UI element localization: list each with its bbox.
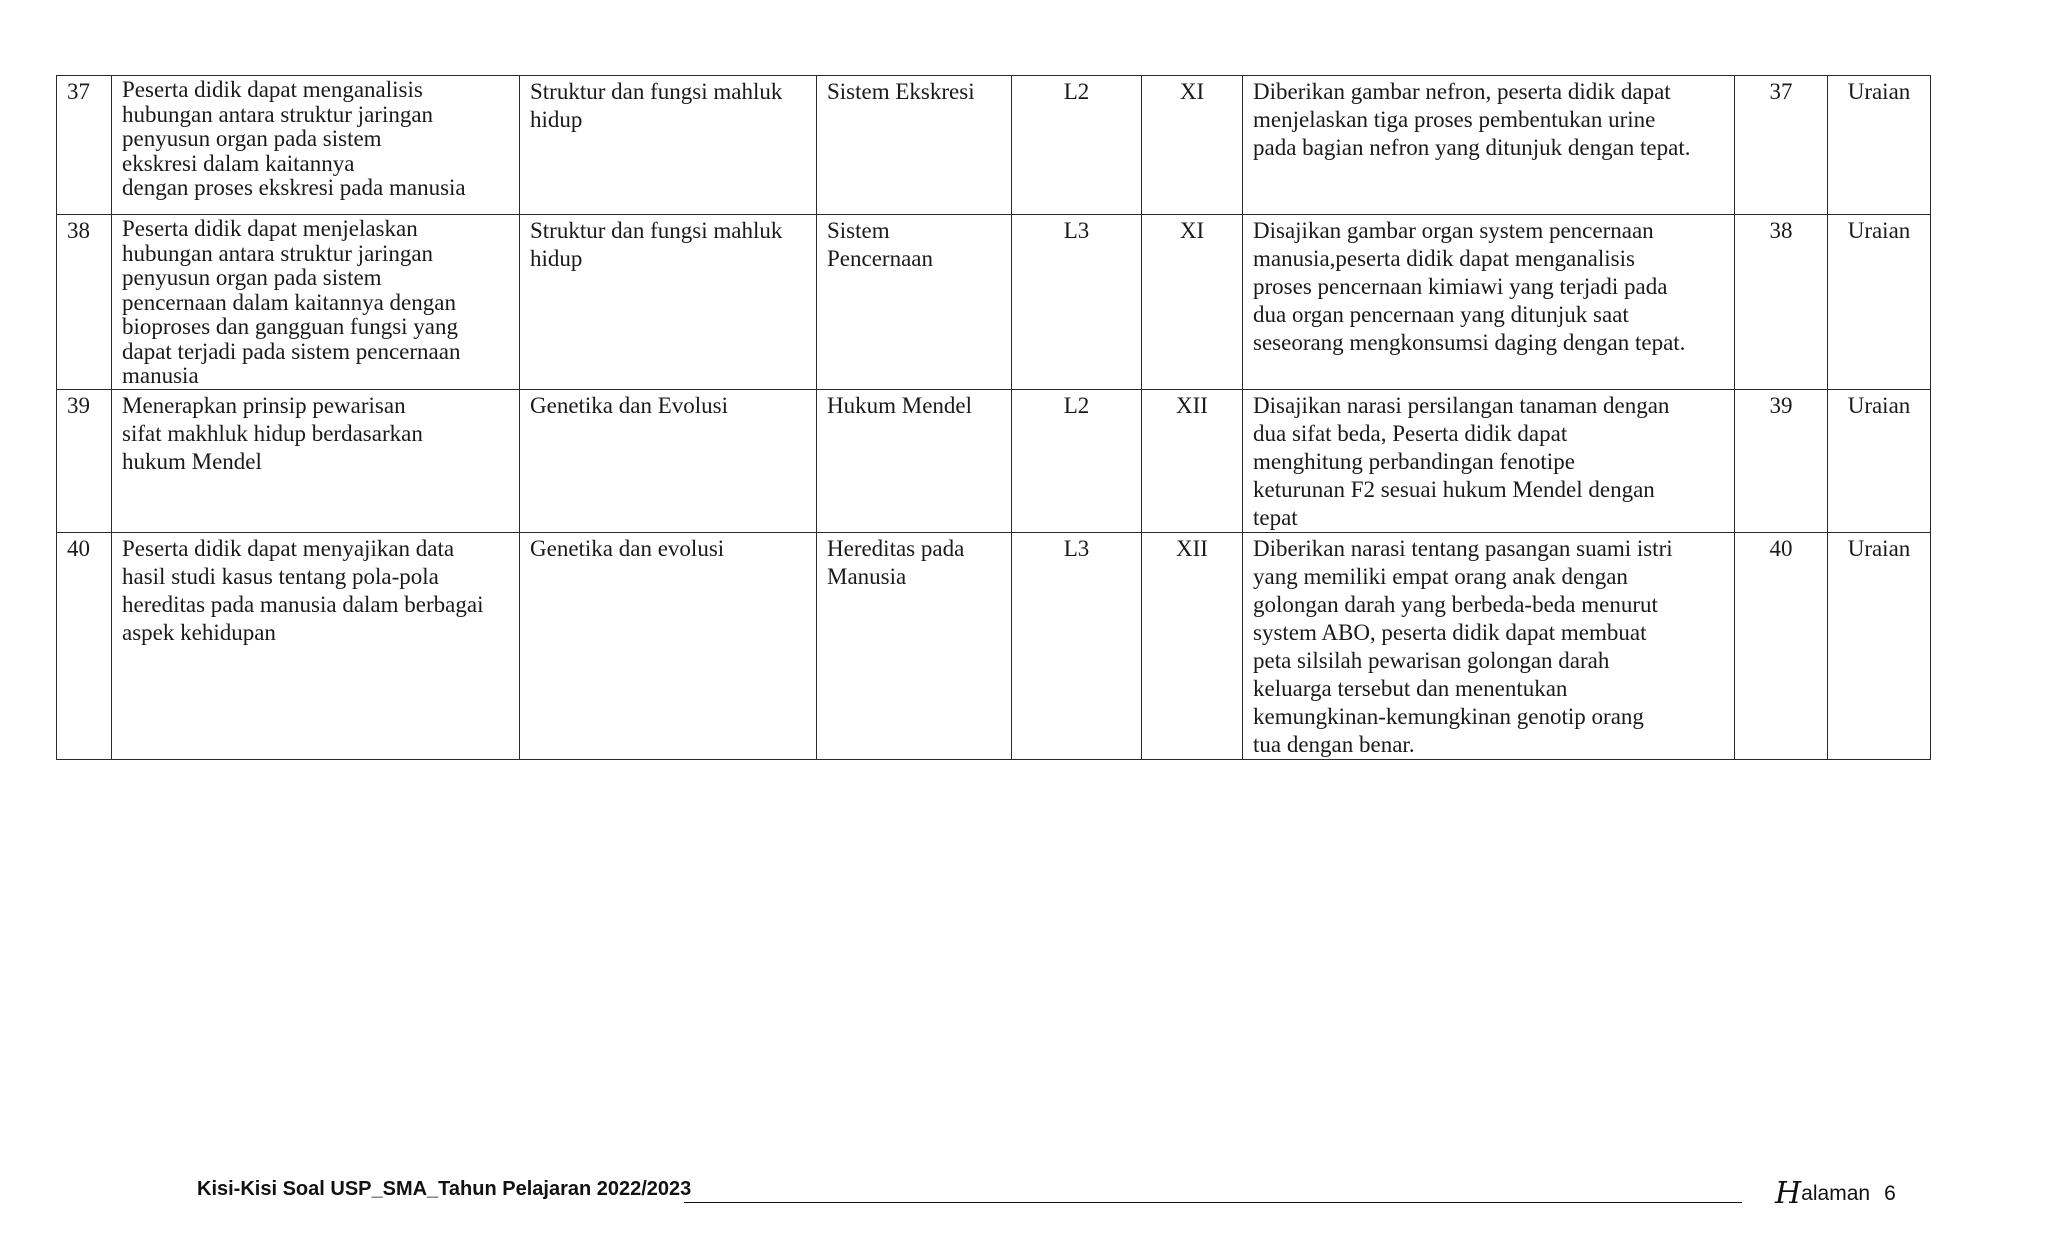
materi-cell: Sistem Pencernaan [817,215,1012,390]
page-label-initial: H [1775,1176,1802,1211]
page-number: 6 [1884,1182,1896,1205]
table-row [57,76,1931,215]
nomor-soal-cell: 39 [1735,389,1828,532]
bentuk-soal-cell: Uraian [1828,532,1931,759]
footer-title: Kisi-Kisi Soal USP_SMA_Tahun Pelajaran 2022/2023 [197,1178,692,1200]
page-footer [197,1172,1917,1211]
kelas-cell: XI [1142,215,1243,390]
row-number: 37 [57,76,112,215]
table-row [57,532,1931,759]
level-cell: L3 [1012,532,1142,759]
bentuk-soal-cell: Uraian [1828,389,1931,532]
table-row [57,389,1931,532]
indikator-cell: Diberikan gambar nefron, peserta didik dapat menjelaskan tiga proses pembentukan urine pada bagian nefron yang ditunjuk dengan tepat. [1243,76,1735,215]
nomor-soal-cell: 40 [1735,532,1828,759]
page-label-rest: alaman [1801,1182,1871,1205]
kelas-cell: XII [1142,389,1243,532]
bentuk-soal-cell: Uraian [1828,215,1931,390]
materi-cell: Hereditas pada Manusia [817,532,1012,759]
kompetensi-cell: Menerapkan prinsip pewarisan sifat makhluk hidup berdasarkan hukum Mendel [112,389,520,532]
lingkup-materi-cell: Struktur dan fungsi mahluk hidup [520,76,817,215]
row-number: 39 [57,389,112,532]
row-number: 38 [57,215,112,390]
page-label [1775,1176,1896,1211]
level-cell: L3 [1012,215,1142,390]
footer-rule [684,1202,1742,1203]
indikator-cell: Disajikan gambar organ system pencernaan manusia,peserta didik dapat menganalisis proses pencernaan kimiawi yang terjadi pada dua organ pencernaan yang ditunjuk saat seseorang mengkonsumsi daging dengan tepat. [1243,215,1735,390]
kelas-cell: XII [1142,532,1243,759]
bentuk-soal-cell: Uraian [1828,76,1931,215]
materi-cell: Sistem Ekskresi [817,76,1012,215]
kisi-kisi-table [56,75,1931,760]
kompetensi-cell: Peserta didik dapat menyajikan data hasil studi kasus tentang pola-pola hereditas pada manusia dalam berbagai aspek kehidupan [112,532,520,759]
level-cell: L2 [1012,389,1142,532]
nomor-soal-cell: 38 [1735,215,1828,390]
kompetensi-cell: Peserta didik dapat menganalisis hubungan antara struktur jaringan penyusun organ pada sistem ekskresi dalam kaitannya dengan proses ekskresi pada manusia [112,76,520,215]
indikator-cell: Disajikan narasi persilangan tanaman dengan dua sifat beda, Peserta didik dapat menghitung perbandingan fenotipe keturunan F2 sesuai hukum Mendel dengan tepat [1243,389,1735,532]
indikator-cell: Diberikan narasi tentang pasangan suami istri yang memiliki empat orang anak dengan golongan darah yang berbeda-beda menurut system ABO, peserta didik dapat membuat peta silsilah pewarisan golongan darah keluarga tersebut dan menentukan kemungkinan-kemungkinan genotip orang tua dengan benar. [1243,532,1735,759]
materi-cell: Hukum Mendel [817,389,1012,532]
lingkup-materi-cell: Struktur dan fungsi mahluk hidup [520,215,817,390]
table-row [57,215,1931,390]
level-cell: L2 [1012,76,1142,215]
lingkup-materi-cell: Genetika dan Evolusi [520,389,817,532]
row-number: 40 [57,532,112,759]
kelas-cell: XI [1142,76,1243,215]
lingkup-materi-cell: Genetika dan evolusi [520,532,817,759]
nomor-soal-cell: 37 [1735,76,1828,215]
kompetensi-cell: Peserta didik dapat menjelaskan hubungan antara struktur jaringan penyusun organ pada sistem pencernaan dalam kaitannya dengan bioproses dan gangguan fungsi yang dapat terjadi pada sistem pencernaan manusia [112,215,520,390]
